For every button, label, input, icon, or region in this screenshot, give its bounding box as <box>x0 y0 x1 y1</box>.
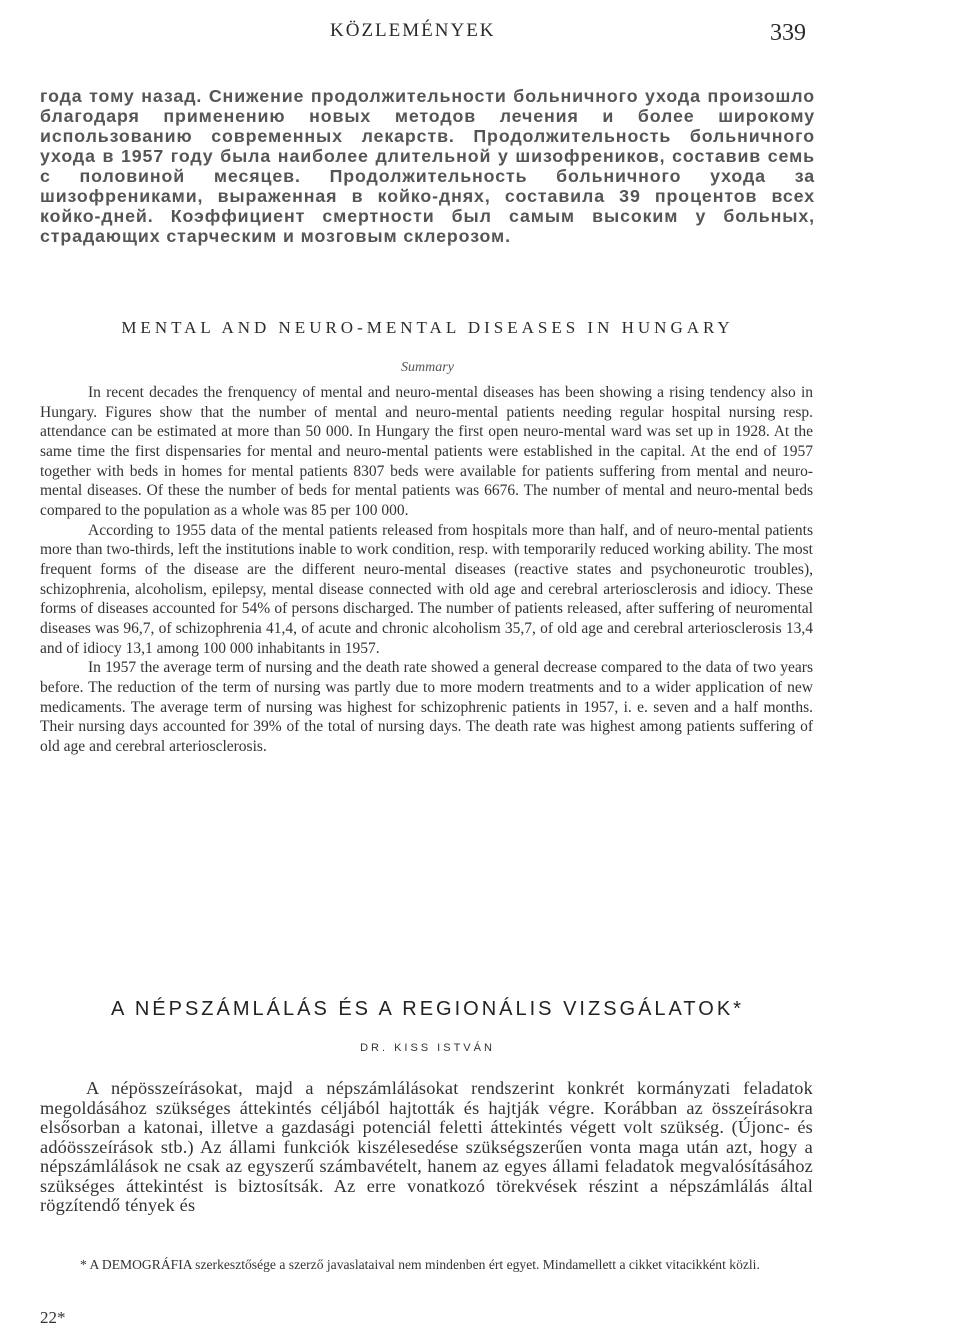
russian-summary-block <box>40 86 815 246</box>
english-paragraph-3: In 1957 the average term of nursing and the death rate showed a general decrease compared to the data of two years before. The reduction of the term of nursing was partly due to more modern treatments and to a wider application of new medicaments. The average term of nursing was highest for schizophrenic patients in 1957, i. e. seven and a half months. Their nursing days accounted for 39% of the total of nursing days. The death rate was highest among patients suffering of old age and cerebral arteriosclerosis. <box>40 659 813 755</box>
page-number: 339 <box>770 20 806 46</box>
russian-paragraph: года тому назад. Снижение продолжительности больничного ухода произошло благодаря применению новых методов лечения и более широкому использованию современных лекарств. Продолжительность больничного ухода в 1957 году была наиболее длительной у шизофреников, составив семь с половиной месяцев. Продолжительность больничного ухода за шизофрениками, выраженная в койко-днях, составила 39 процентов всех койко-дней. Коэффициент смертности был самым высоким у больных, страдающих старческим и мозговым склерозом. <box>40 86 815 246</box>
english-paragraph-2: According to 1955 data of the mental patients released from hospitals more than half, and of neuro-mental patients more than two-thirds, left the institutions inable to work condition, resp. with temporarily reduced working ability. The most frequent forms of the disease are the different neuro-mental diseases (reactive states and psychoneurotic troubles), schizophrenia, alcoholism, epilepsy, mental disease connected with old age and cerebral arteriosclerosis and idiocy. These forms of diseases accounted for 54% of persons discharged. The number of patients released, after suffering of neuromental diseases was 96,7, of schizophrenia 41,4, of acute and chronic alcoholism 35,7, of old age and cerebral arteriosclerosis 13,4 and of idiocy 13,1 among 100 000 inhabitants in 1957. <box>40 521 813 657</box>
english-summary-body <box>40 383 813 756</box>
english-paragraph-1: In recent decades the frenquency of mental and neuro-mental diseases has been showing a rising tendency also in Hungary. Figures show that the number of mental and neuro-mental patients needing regular hospital nursing resp. attendance can be estimated at more than 50 000. In Hungary the first open neuro-mental ward was set up in 1928. At the same time the first dispensaries for mental and neuro-mental patients were established in the capital. At the end of 1957 together with beds in homes for mental patients 8307 beds were available for patients suffering from mental and neuro-mental diseases. Of these the number of beds for mental patients was 6676. The number of mental and neuro-mental beds compared to the population as a whole was 85 per 100 000. <box>40 384 813 519</box>
article-body <box>40 1079 813 1216</box>
summary-label: Summary <box>401 360 454 375</box>
article-paragraph: A népösszeírásokat, majd a népszámlálásokat rendszerint konkrét kormányzati feladatok megoldásához szükséges áttekintés céljából hajtották és hajtják végre. Korábban az összeírásokra elsősorban a katonai, illetve a gazdasági potenciál feletti áttekintés végett volt szükség. (Újonc- és adóösszeírások stb.) Az állami funkciók kiszélesedése szükségszerűen vonta maga után azt, hogy a népszámlálások ne csak az egyszerű számbavételt, hanem az egyes állami feladatok megvalósításához szükséges áttekintést is biztosítsák. Az erre vonatkozó törekvések részint a népszámlálás által rögzítendő tények és <box>40 1078 813 1215</box>
printer-signature-mark: 22* <box>40 1308 66 1327</box>
english-summary-title: MENTAL AND NEURO-MENTAL DISEASES IN HUNGARY <box>121 318 734 337</box>
footnote-text: * A DEMOGRÁFIA szerkesztősége a szerző javaslataival nem mindenben ért egyet. Mindamellett a cikket vitacikként közli. <box>80 1257 760 1272</box>
footnote <box>40 1257 815 1272</box>
running-header-title: KÖZLEMÉNYEK <box>330 20 496 41</box>
article-author: DR. KISS ISTVÁN <box>360 1042 495 1054</box>
article-title: A NÉPSZÁMLÁLÁS ÉS A REGIONÁLIS VIZSGÁLATOK* <box>111 998 744 1020</box>
